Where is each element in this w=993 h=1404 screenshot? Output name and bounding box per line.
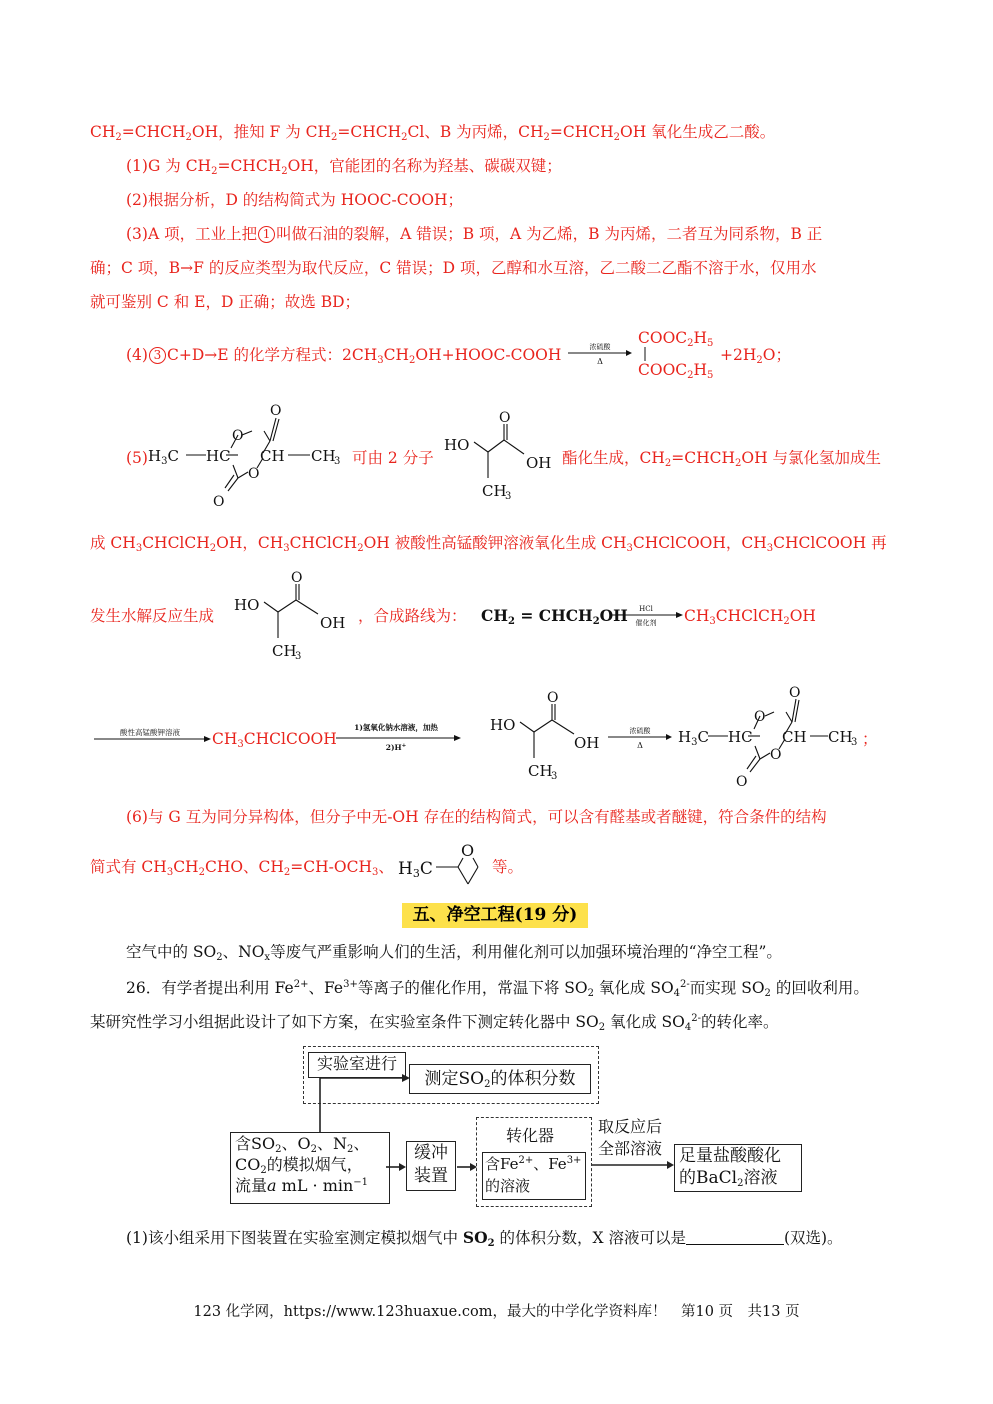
answer-blank[interactable] <box>686 1230 784 1245</box>
svg-text:O: O <box>789 685 801 701</box>
answer-line-4: (4) 3 C+D→E 的化学方程式：$2CH_3CH_2OH+HOOC$-COOH <box>126 346 562 366</box>
svg-text:CH: CH <box>482 482 507 500</box>
product-water: $+2H_2O$； <box>720 346 791 366</box>
answer-line-6c: 等。 <box>492 858 524 876</box>
reaction-arrow-4 <box>568 340 632 370</box>
svg-text:HO: HO <box>234 596 260 614</box>
svg-text:H3C: $H_3C$ <box>678 728 709 748</box>
svg-text:OH: OH <box>320 614 346 632</box>
condition-bottom: Δ <box>597 357 603 366</box>
svg-text:OH: OH <box>574 734 600 752</box>
svg-text:CH: CH <box>828 728 853 746</box>
svg-text:CH: CH <box>260 447 285 465</box>
svg-text:O: O <box>770 747 782 763</box>
condition-catalyst: 催化剂 <box>635 619 657 627</box>
question-1: (1)该小组采用下图装置在实验室测定模拟烟气中 $SO_2$ 的体积分数，X 溶液可以是 (双选)。 <box>126 1228 843 1249</box>
question-26-line-2: 某研究性学习小组据此设计了如下方案，在实验室条件下测定转化器中 $SO_2$ 氧化成 $SO_4^{2-}$的转化率。 <box>90 1013 779 1033</box>
section-title: 五、净空工程(19 分) <box>402 903 588 928</box>
svg-text:HO: HO <box>444 436 470 454</box>
page-footer: 123 化学网，https://www.123huaxue.com，最大的中学化学资料库！ 第10 页 共13 页 <box>193 1304 800 1320</box>
condition-hcl: HCl <box>639 605 653 613</box>
lactic-acid-structure-3 <box>488 692 613 782</box>
svg-text:O: O <box>232 428 244 444</box>
converter-label: 转化器 <box>506 1126 555 1145</box>
svg-text:3: 3 <box>295 651 302 662</box>
lab-arrow <box>320 1076 410 1134</box>
product-top: $COOC_2H_5$ <box>638 329 714 349</box>
section-intro: 空气中的 $SO_2$、$NO_x$等废气严重影响人们的生活，利用催化剂可以加强环境治理的“净空工程”。 <box>126 943 782 963</box>
svg-text:O: O <box>736 774 748 790</box>
answer-line-1: $CH_2=CHCH_2OH$，推知 F 为 $CH_2=CHCH_2Cl$、B 为丙烯，$CH_2=CHCH_2OH$ 氧化生成乙二酸。 <box>90 123 776 143</box>
product-bottom: $COOC_2H_5$ <box>638 361 714 381</box>
route-intermediate-2: $CH_3CHClCOOH$ <box>212 730 337 750</box>
lactide-structure-1 <box>148 398 348 513</box>
svg-text:O: O <box>499 410 511 426</box>
route-label: ，合成路线为： <box>358 607 467 625</box>
condition-top: 浓硫酸 <box>589 343 611 351</box>
svg-text:OH: OH <box>526 454 552 472</box>
condition-heat: Δ <box>637 741 643 750</box>
route-arrow-1 <box>612 603 684 631</box>
circled-number: 1 <box>258 226 275 243</box>
route-start: $CH_2$ = $CHCH_2OH$ <box>481 606 628 627</box>
question-26-line-1: 26．有学者提出利用 $Fe^{2+}$、$Fe^{3+}$等离子的催化作用，常温下将 $SO_2$ 氧化成 $SO_4^{2-}$而实现 $SO_2$ 的回收利用。 <box>126 979 869 999</box>
buffer-box: 缓冲 装置 <box>406 1141 456 1191</box>
svg-text:H3C: H3C <box>398 859 433 880</box>
answer-line-5c: 发生水解反应生成 <box>90 607 215 625</box>
svg-text:H3C: $H_3C$ <box>148 447 179 467</box>
arrow-gas-to-buffer <box>386 1162 408 1172</box>
svg-text:CH: CH <box>272 642 297 660</box>
condition-acid: 2)H <box>385 743 402 752</box>
measure-box: 测定$SO_2$的体积分数 <box>409 1064 591 1094</box>
answer-line-6: (6)与 G 互为同分异构体，但分子中无-OH 存在的结构简式，可以含有醛基或者醚键，符合条件的结构 <box>126 808 827 826</box>
lactic-acid-structure-1 <box>442 412 562 502</box>
answer-line-5b: 成 $CH_3CHClCH_2OH$，$CH_3CHClCH_2OH$ 被酸性高锰酸钾溶液氧化生成 $CH_3CHClCOOH$，$CH_3CHClCOOH$ 再 <box>90 534 887 554</box>
epoxide-structure <box>396 840 486 888</box>
svg-text:3: 3 <box>505 491 512 502</box>
svg-text:O: O <box>754 709 766 725</box>
route-intermediate-1: $CH_3CHClCH_2OH$ <box>684 607 816 627</box>
condition-kmno4: 酸性高锰酸钾溶液 <box>120 728 180 737</box>
answer-line-3c: 就可鉴别 C 和 E，D 正确；故选 BD； <box>90 293 361 311</box>
flue-gas-box: 含$SO_2$、$O_2$、$N_2$、 $CO_2$的模拟烟气， 流量a mL · $\min^{-1}$ <box>230 1132 390 1204</box>
route-arrow-2 <box>94 725 212 747</box>
bacl2-box: 足量盐酸酸化 的BaCl$_2$溶液 <box>674 1144 802 1192</box>
svg-text:3: 3 <box>334 456 341 467</box>
svg-text:O: O <box>270 403 282 419</box>
lactic-acid-structure-2 <box>232 572 357 662</box>
svg-text:3: 3 <box>851 737 858 748</box>
circled-number: 3 <box>149 347 166 364</box>
svg-text:O: O <box>248 466 260 482</box>
answer-line-g: (1)G 为 $CH_2=CHCH_2OH$，官能团的名称为羟基、碳碳双键； <box>126 157 562 177</box>
answer-line-6b: 简式有 $CH_3CH_2CHO$、$CH_2=CH-OCH_3$、 <box>90 858 394 878</box>
route-arrow-4 <box>608 724 672 754</box>
answer-line-d: (2)根据分析，D 的结构简式为 HOOC-COOH； <box>126 191 464 209</box>
svg-text:CH: CH <box>311 447 336 465</box>
answer-line-3b: 确；C 项，B→F 的反应类型为取代反应，C 错误；D 项，乙醇和水互溶，乙二酸二乙酯不溶于水，仅用水 <box>90 259 817 277</box>
svg-text:CH: CH <box>782 728 807 746</box>
svg-text:HO: HO <box>490 716 516 734</box>
converter-solution-box: 含$Fe^{2+}$、$Fe^{3+}$ 的溶液 <box>482 1152 586 1200</box>
answer-label-5: (5) <box>126 449 148 467</box>
svg-text:O: O <box>291 570 303 586</box>
svg-text:2)H+: 2)H+ <box>385 743 407 752</box>
answer-line-3a: (3)A 项，工业上把 1 叫做石油的裂解，A 错误；B 项，A 为乙烯，B 为丙烯，二者互为同系物，B 正 <box>126 225 823 243</box>
answer-mid-5: 可由 2 分子 <box>352 449 434 467</box>
condition-naoh: 1)氢氧化钠水溶液，加热 <box>354 723 438 732</box>
svg-text:3: 3 <box>551 771 558 782</box>
product-bond <box>643 347 647 361</box>
svg-text:O: O <box>461 841 475 860</box>
svg-text:O: O <box>213 494 225 510</box>
route-arrow-3 <box>336 720 462 754</box>
lab-label-box: 实验室进行 <box>308 1052 406 1078</box>
arrow-label-2: 全部溶液 <box>598 1139 663 1158</box>
route-end: ； <box>862 730 878 748</box>
svg-text:O: O <box>547 690 559 706</box>
condition-h2so4: 浓硫酸 <box>629 727 651 735</box>
answer-line-5: 酯化生成，$CH_2=CHCH_2OH$ 与氯化氢加成生 <box>562 449 882 469</box>
svg-text:CH: CH <box>528 762 553 780</box>
svg-text:HC: HC <box>728 728 753 746</box>
arrow-converter-to-bacl2 <box>592 1160 676 1170</box>
arrow-label-1: 取反应后 <box>598 1117 663 1136</box>
svg-text:HC: HC <box>206 447 231 465</box>
lactide-structure-2 <box>678 684 878 799</box>
